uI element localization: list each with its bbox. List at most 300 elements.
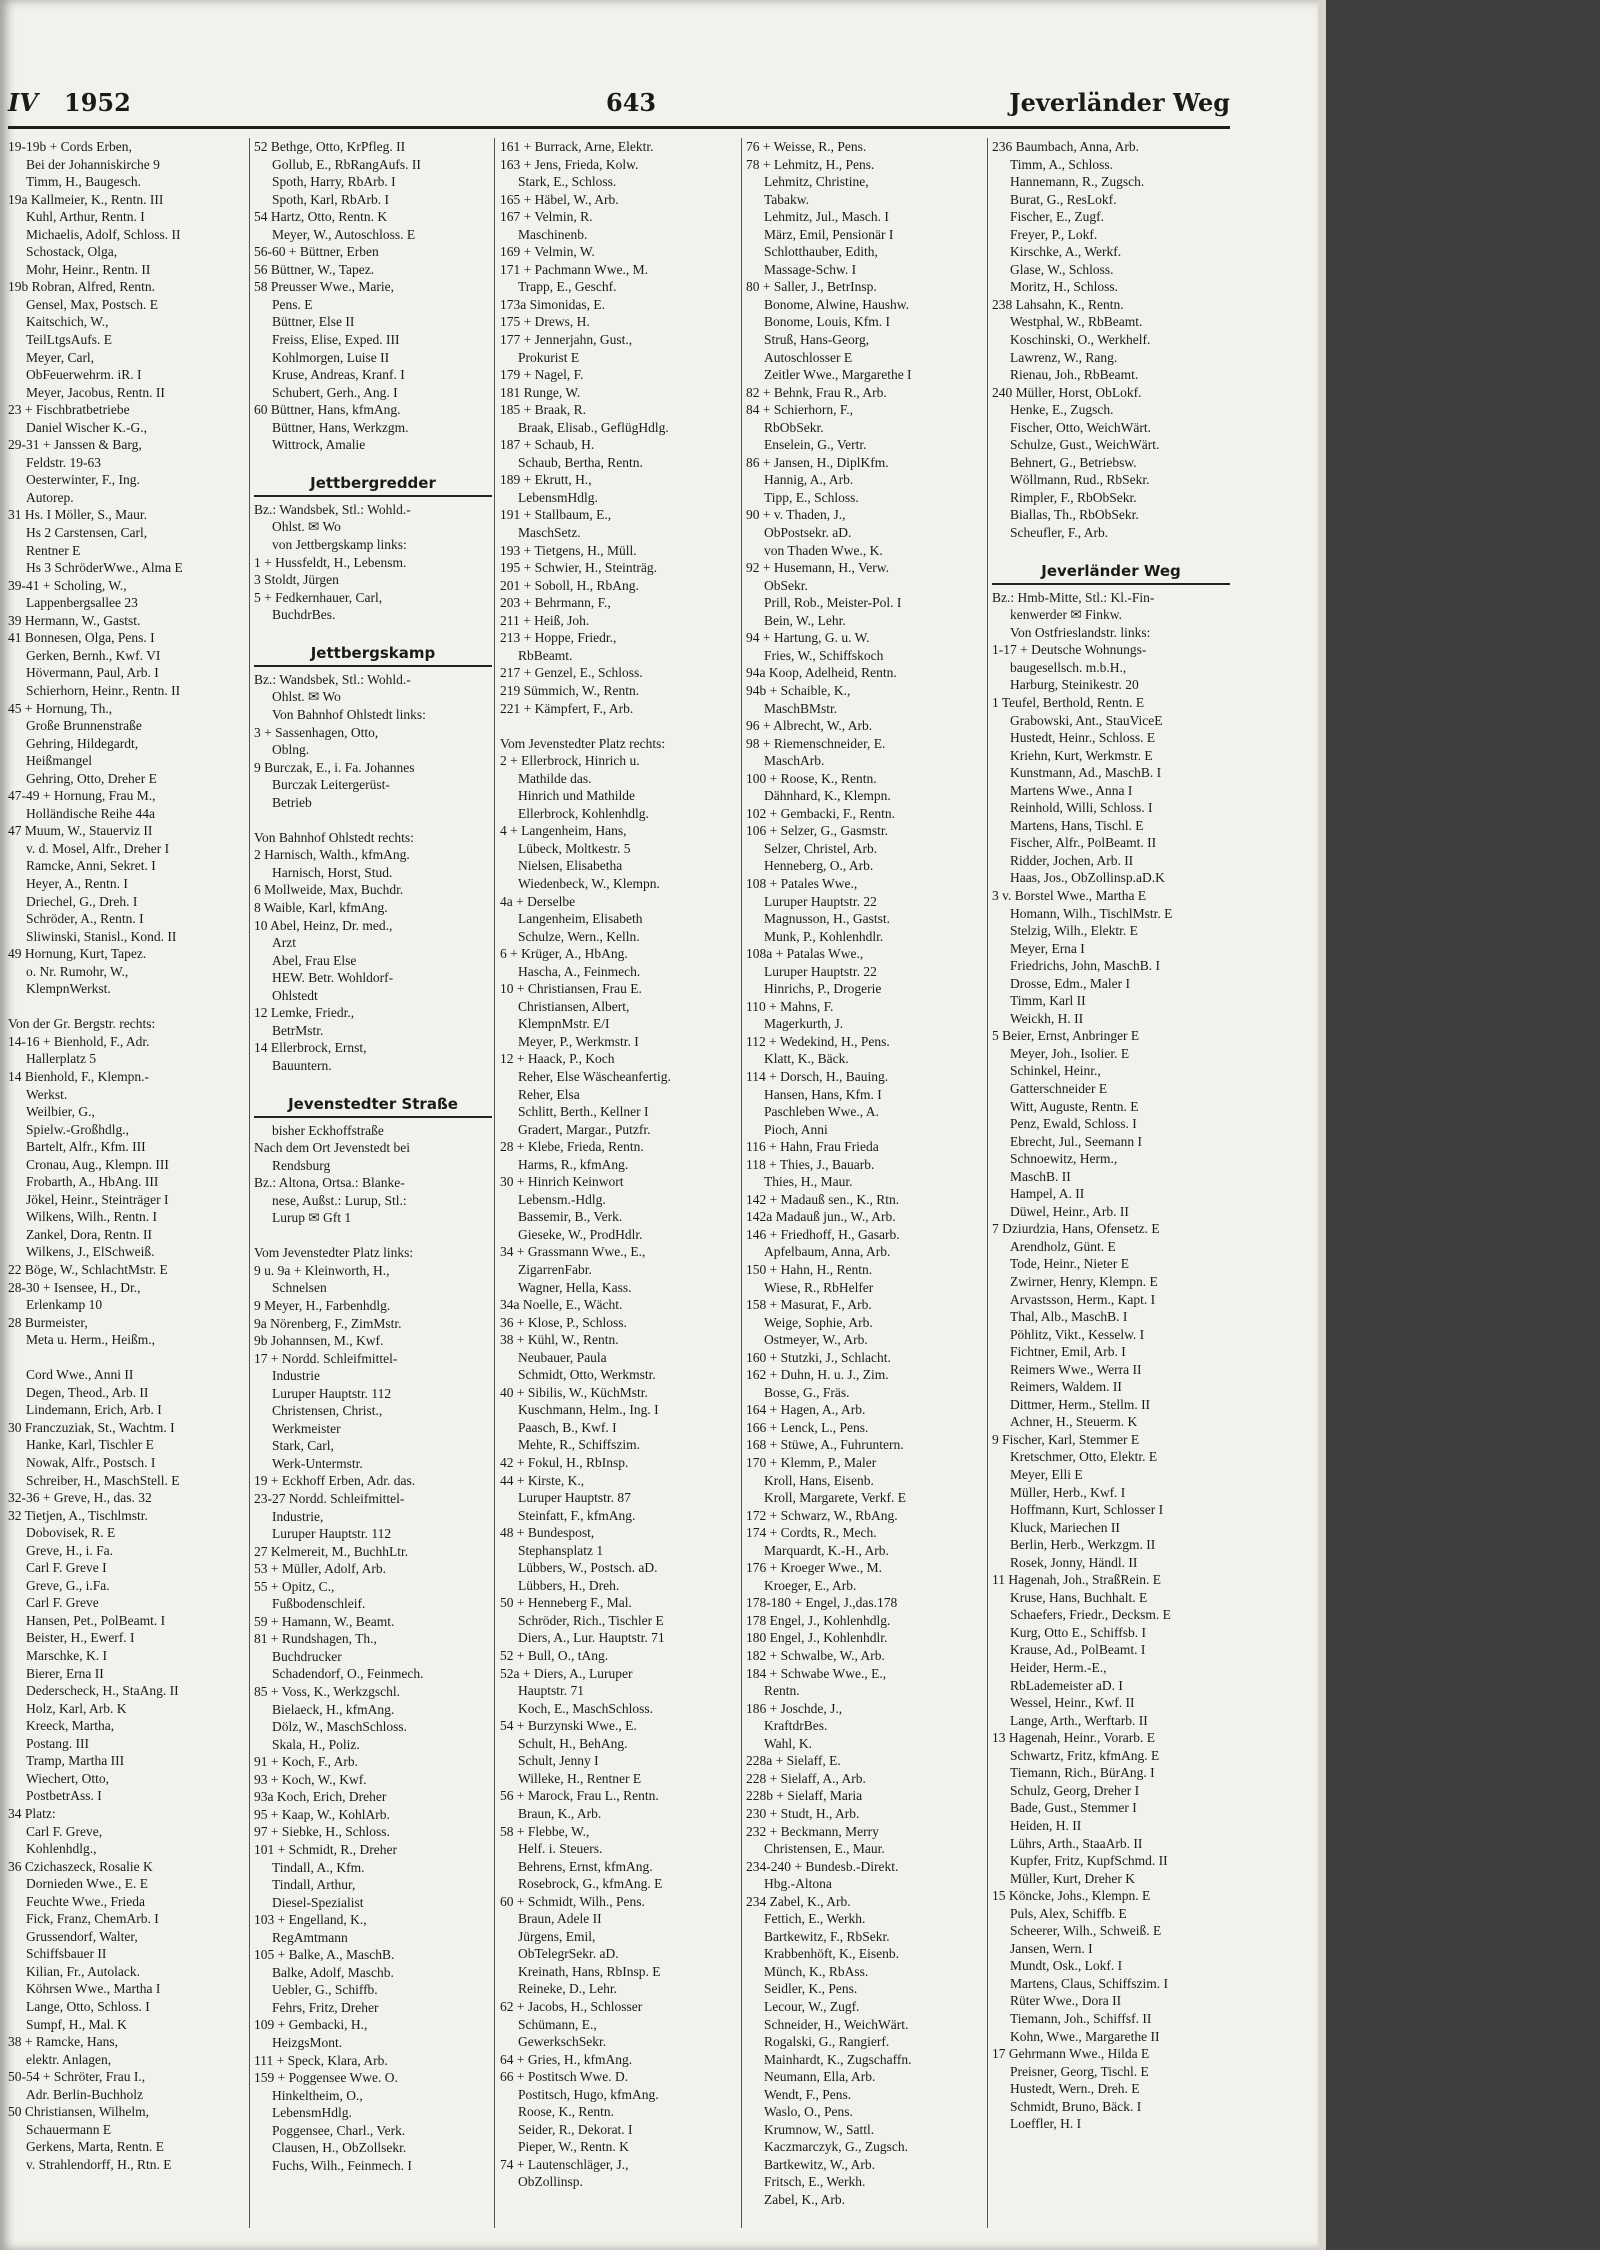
entry-continuation: Kreinath, Hans, RbInsp. E (518, 1963, 661, 1979)
entry-continuation: Thies, H., Maur. (764, 1174, 853, 1190)
entry-continuation: Kirschke, A., Werkf. (1010, 244, 1122, 260)
entry-continuation: Meyer, W., Autoschloss. E (272, 226, 416, 242)
entry-continuation: Meta u. Herm., Heißm., (26, 1332, 155, 1348)
entry-continuation: Kroll, Hans, Eisenb. (764, 1472, 874, 1488)
entry-continuation: Pens. E (272, 296, 313, 312)
entry-continuation: Christensen, Christ., (272, 1403, 383, 1419)
entry-continuation: MaschB. II (1010, 1168, 1071, 1184)
entry-continuation: Neubauer, Paula (518, 1349, 607, 1365)
entry-continuation: Ramcke, Anni, Sekret. I (26, 858, 156, 874)
entry-continuation: Meyer, Joh., Isolier. E (1010, 1045, 1130, 1061)
entry-continuation: Hövermann, Paul, Arb. I (26, 665, 159, 681)
entry-continuation: Kroll, Margarete, Verkf. E (764, 1490, 906, 1506)
entry-continuation: Kluck, Mariechen II (1010, 1519, 1120, 1535)
entry-continuation: HEW. Betr. Wohldorf- (272, 970, 394, 986)
entry-continuation: Bartkewitz, W., Arb. (764, 2156, 875, 2172)
address-entry: 12 Lemke, Friedr., (254, 1005, 355, 1021)
entry-continuation: Apfelbaum, Anna, Arb. (764, 1244, 891, 1260)
entry-continuation: Stephansplatz 1 (518, 1542, 604, 1558)
entry-continuation: Cronau, Aug., Klempn. III (26, 1156, 169, 1172)
entry-continuation: MaschBMstr. (764, 700, 838, 716)
entry-continuation: Hustedt, Heinr., Schloss. E (1010, 730, 1156, 746)
address-entry: 159 + Poggensee Wwe. O. (254, 2070, 398, 2086)
address-entry: 52 + Bull, O., tAng. (500, 1648, 609, 1664)
address-entry: 23-27 Nordd. Schleifmittel- (254, 1491, 405, 1507)
entry-continuation: Schröder, Rich., Tischler E (518, 1612, 664, 1628)
address-entry: 54 + Burzynski Wwe., E. (500, 1718, 637, 1734)
entry-continuation: Reimers, Waldem. II (1010, 1379, 1122, 1395)
entry-continuation: Dölz, W., MaschSchloss. (272, 1719, 407, 1735)
entry-continuation: Hs 2 Carstensen, Carl, (26, 525, 148, 541)
address-entry: 80 + Saller, J., BetrInsp. (746, 279, 877, 295)
address-entry: 6 Mollweide, Max, Buchdr. (254, 882, 404, 898)
address-entry: 14-16 + Bienhold, F., Adr. (8, 1033, 150, 1049)
entry-continuation: elektr. Anlagen, (26, 2051, 112, 2067)
address-entry: 58 + Flebbe, W., (500, 1823, 590, 1839)
entry-continuation: Carl F. Greve, (26, 1823, 103, 1839)
entry-continuation: Hannig, A., Arb. (764, 472, 854, 488)
address-entry: 41 Bonnesen, Olga, Pens. I (8, 630, 155, 646)
entry-continuation: Tindall, Arthur, (272, 1877, 356, 1893)
address-entry: 182 + Schwalbe, W., Arb. (746, 1648, 885, 1664)
entry-continuation: Koch, E., MaschSchloss. (518, 1700, 653, 1716)
entry-continuation: Sumpf, H., Mal. K (26, 2016, 127, 2032)
entry-continuation: Harnisch, Horst, Stud. (272, 864, 393, 880)
entry-continuation: Lange, Arth., Werftarb. II (1010, 1712, 1148, 1728)
entry-continuation: Bosse, G., Fräs. (764, 1384, 850, 1400)
entry-continuation: Jökel, Heinr., Steinträger I (26, 1191, 169, 1207)
address-entry: 238 Lahsahn, K., Rentn. (992, 296, 1124, 312)
entry-continuation: ObSekr. (764, 577, 808, 593)
entry-continuation: Schulze, Gust., WeichWärt. (1010, 437, 1160, 453)
address-entry: 108a + Patalas Wwe., (746, 946, 864, 962)
entry-continuation: Greve, H., i. Fa. (26, 1542, 113, 1558)
address-entry: 228 + Sielaff, A., Arb. (746, 1770, 866, 1786)
address-entry: 217 + Genzel, E., Schloss. (500, 665, 643, 681)
address-entry: 66 + Postitsch Wwe. D. (500, 2069, 629, 2085)
entry-continuation: Nielsen, Elisabetha (518, 858, 623, 874)
entry-continuation: kenwerder ✉ Finkw. (1010, 607, 1123, 623)
entry-continuation: Fußbodenschleif. (272, 1596, 366, 1612)
entry-continuation: BetrMstr. (272, 1022, 324, 1038)
entry-continuation: Stark, E., Schloss. (518, 174, 617, 190)
entry-continuation: Ellerbrock, Kohlenhdlg. (518, 805, 649, 821)
address-entry: 163 + Jens, Frieda, Kolw. (500, 156, 639, 172)
spacer (254, 1074, 492, 1092)
street-heading: Jeverländer Weg (992, 563, 1230, 585)
address-entry: 50 Christiansen, Wilhelm, (8, 2104, 149, 2120)
address-entry: 44 + Kirste, K., (500, 1472, 585, 1488)
entry-continuation: Hannemann, R., Zugsch. (1010, 174, 1145, 190)
address-entry: 48 + Bundespost, (500, 1525, 595, 1541)
entry-continuation: Magnusson, H., Gastst. (764, 911, 891, 927)
entry-continuation: Beister, H., Ewerf. I (26, 1630, 135, 1646)
address-entry: 109 + Gembacki, H., (254, 2017, 368, 2033)
entry-continuation: Zabel, K., Arb. (764, 2191, 845, 2207)
address-entry: 228b + Sielaff, Maria (746, 1788, 863, 1804)
entry-continuation: Timm, A., Schloss. (1010, 156, 1114, 172)
entry-continuation: Michaelis, Adolf, Schloss. II (26, 226, 181, 242)
address-entry: 234-240 + Bundesb.-Direkt. (746, 1858, 899, 1874)
entry-continuation: Glase, W., Schloss. (1010, 261, 1114, 277)
entry-continuation: Schult, H., BehAng. (518, 1735, 628, 1751)
entry-continuation: Gradert, Margar., Putzfr. (518, 1121, 651, 1137)
spacer (8, 1349, 246, 1367)
address-entry: 10 Abel, Heinz, Dr. med., (254, 917, 393, 933)
entry-continuation: Braak, Elisab., GeflügHdlg. (518, 419, 669, 435)
entry-continuation: Bassemir, B., Verk. (518, 1209, 623, 1225)
entry-continuation: Mohr, Heinr., Rentn. II (26, 261, 151, 277)
entry-continuation: Dederscheck, H., StaAng. II (26, 1683, 179, 1699)
entry-continuation: Feuchte Wwe., Frieda (26, 1893, 145, 1909)
entry-continuation: Wendt, F., Pens. (764, 2086, 852, 2102)
entry-continuation: Scheufler, F., Arb. (1010, 525, 1109, 541)
entry-continuation: Enselein, G., Vertr. (764, 437, 867, 453)
column-divider (249, 138, 250, 2228)
entry-continuation: Waslo, O., Pens. (764, 2104, 853, 2120)
entry-continuation: Degen, Theod., Arb. II (26, 1384, 149, 1400)
address-entry: 7 Dziurdzia, Hans, Ofensetz. E (992, 1221, 1160, 1237)
address-entry: 169 + Velmin, W. (500, 244, 595, 260)
entry-continuation: Meyer, Elli E (1010, 1467, 1083, 1483)
address-entry: 108 + Patales Wwe., (746, 875, 858, 891)
address-entry: 50 + Henneberg F., Mal. (500, 1595, 632, 1611)
address-entry: 32-36 + Greve, H., das. 32 (8, 1490, 152, 1506)
entry-continuation: Kurg, Otto E., Schiffsb. I (1010, 1624, 1146, 1640)
entry-continuation: Neumann, Ella, Arb. (764, 2069, 876, 2085)
entry-continuation: Prokurist E (518, 349, 580, 365)
address-entry: 42 + Fokul, H., RbInsp. (500, 1455, 629, 1471)
entry-continuation: Fischer, Alfr., PolBeamt. II (1010, 835, 1157, 851)
entry-continuation: Christiansen, Albert, (518, 998, 630, 1014)
entry-continuation: Tramp, Martha III (26, 1753, 125, 1769)
entry-continuation: Bade, Gust., Stemmer I (1010, 1800, 1137, 1816)
entry-continuation: Maschinenb. (518, 226, 588, 242)
entry-continuation: Stelzig, Wilh., Elektr. E (1010, 923, 1138, 939)
spacer (254, 1227, 492, 1245)
entry-continuation: Schröder, A., Rentn. I (26, 911, 144, 927)
entry-continuation: Kohlenhdlg., (26, 1841, 97, 1857)
entry-continuation: Arendholz, Günt. E (1010, 1238, 1116, 1254)
address-entry: 95 + Kaap, W., KohlArb. (254, 1806, 390, 1822)
entry-continuation: ObFeuerwehrm. iR. I (26, 367, 142, 383)
entry-continuation: Fick, Franz, ChemArb. I (26, 1911, 159, 1927)
address-entry: 64 + Gries, H., kfmAng. (500, 2051, 633, 2067)
entry-continuation: Fuchs, Wilh., Feinmech. I (272, 2157, 412, 2173)
entry-continuation: Heider, Herm.-E., (1010, 1660, 1107, 1676)
spacer (254, 624, 492, 642)
column-4 (746, 138, 984, 2238)
address-entry: 52a + Diers, A., Luruper (500, 1665, 633, 1681)
address-entry: Von der Gr. Bergstr. rechts: (8, 1016, 156, 1032)
entry-continuation: Schiffsbauer II (26, 1946, 107, 1962)
entry-continuation: Reher, Elsa (518, 1086, 580, 1102)
address-entry: 14 Ellerbrock, Ernst, (254, 1040, 367, 1056)
address-entry: 191 + Stallbaum, E., (500, 507, 612, 523)
entry-continuation: Hallerplatz 5 (26, 1051, 97, 1067)
address-entry: 240 Müller, Horst, ObLokf. (992, 384, 1142, 400)
street-heading: Jettbergredder (254, 475, 492, 497)
address-entry: 96 + Albrecht, W., Arb. (746, 718, 873, 734)
address-entry: 11 Hagenah, Joh., StraßRein. E (992, 1572, 1161, 1588)
entry-continuation: Hustedt, Wern., Dreh. E (1010, 2081, 1140, 2097)
address-entry: 59 + Hamann, W., Beamt. (254, 1613, 395, 1629)
entry-continuation: Loeffler, H. I (1010, 2116, 1082, 2132)
address-entry: 232 + Beckmann, Merry (746, 1823, 879, 1839)
entry-continuation: Tindall, A., Kfm. (272, 1859, 365, 1875)
entry-continuation: Lindemann, Erich, Arb. I (26, 1402, 162, 1418)
entry-continuation: Diers, A., Lur. Hauptstr. 71 (518, 1630, 665, 1646)
entry-continuation: Seidler, K., Pens. (764, 1981, 858, 1997)
entry-continuation: Krabbenhöft, K., Eisenb. (764, 1946, 899, 1962)
entry-continuation: Harms, R., kfmAng. (518, 1156, 629, 1172)
entry-continuation: Zwirner, Henry, Klempn. E (1010, 1274, 1158, 1289)
address-entry: 114 + Dorsch, H., Bauing. (746, 1068, 889, 1084)
entry-continuation: Martens, Hans, Tischl. E (1010, 817, 1144, 833)
address-entry: 8 Waible, Karl, kfmAng. (254, 899, 388, 915)
address-entry: 47 Muum, W., Stauerviz II (8, 823, 153, 839)
entry-continuation: Große Brunnenstraße (26, 718, 142, 734)
entry-continuation: Kohlmorgen, Luise II (272, 349, 390, 365)
address-entry: 236 Baumbach, Anna, Arb. (992, 139, 1139, 154)
entry-continuation: Bartkewitz, F., RbSekr. (764, 1928, 890, 1944)
entry-continuation: Fries, W., Schiffskoch (764, 647, 884, 663)
address-entry: 58 Preusser Wwe., Marie, (254, 279, 394, 295)
entry-continuation: Feldstr. 19-63 (26, 454, 102, 470)
address-entry: 39 Hermann, W., Gastst. (8, 612, 141, 628)
entry-continuation: Luruper Hauptstr. 112 (272, 1526, 392, 1542)
entry-continuation: Holländische Reihe 44a (26, 805, 155, 821)
entry-continuation: Schnelsen (272, 1280, 327, 1296)
entry-continuation: Von Ostfrieslandstr. links: (1010, 624, 1151, 640)
entry-continuation: Gerkens, Marta, Rentn. E (26, 2139, 164, 2155)
address-entry: 40 + Sibilis, W., KüchMstr. (500, 1384, 648, 1400)
address-entry: 181 Runge, W. (500, 384, 581, 400)
address-entry: 91 + Koch, F., Arb. (254, 1754, 359, 1770)
entry-continuation: Pöhlitz, Vikt., Kesselw. I (1010, 1326, 1145, 1342)
entry-continuation: Hascha, A., Feinmech. (518, 963, 641, 979)
entry-continuation: Lappenbergsallee 23 (26, 595, 138, 611)
entry-continuation: Biallas, Th., RbObSekr. (1010, 507, 1139, 523)
entry-continuation: Mehte, R., Schiffszim. (518, 1437, 640, 1453)
entry-continuation: Tipp, E., Schloss. (764, 489, 859, 505)
entry-continuation: Spoth, Harry, RbArb. I (272, 174, 396, 190)
address-entry: 166 + Lenck, L., Pens. (746, 1419, 869, 1435)
address-entry: 12 + Haack, P., Koch (500, 1051, 615, 1067)
entry-continuation: Hansen, Pet., PolBeamt. I (26, 1612, 166, 1628)
address-entry: 4a + Derselbe (500, 893, 576, 909)
entry-continuation: Werkst. (26, 1086, 68, 1102)
address-entry: 97 + Siebke, H., Schloss. (254, 1824, 390, 1840)
entry-continuation: Tabakw. (764, 191, 810, 207)
entry-continuation: Schmidt, Otto, Werkmstr. (518, 1367, 656, 1383)
address-entry: 60 Büttner, Hans, kfmAng. (254, 402, 401, 418)
address-entry: 173a Simonidas, E. (500, 296, 605, 312)
entry-continuation: Rendsburg (272, 1157, 331, 1173)
address-entry: 93 + Koch, W., Kwf. (254, 1771, 367, 1787)
header-street: Jeverländer Weg (1009, 88, 1230, 117)
address-entry: 112 + Wedekind, H., Pens. (746, 1033, 890, 1049)
entry-continuation: Schreiber, H., MaschStell. E (26, 1472, 180, 1488)
entry-continuation: März, Emil, Pensionär I (764, 226, 894, 242)
address-entry: 36 + Klose, P., Schloss. (500, 1314, 627, 1330)
spacer (500, 717, 738, 735)
address-entry: 50-54 + Schröter, Frau I., (8, 2069, 146, 2085)
entry-continuation: Freyer, P., Lokf. (1010, 226, 1098, 242)
address-entry: 22 Böge, W., SchlachtMstr. E (8, 1262, 168, 1277)
entry-continuation: Marquardt, K.-H., Arb. (764, 1542, 889, 1558)
entry-continuation: Meyer, P., Werkmstr. I (518, 1033, 639, 1049)
entry-continuation: o. Nr. Rumohr, W., (26, 963, 129, 979)
entry-continuation: Kretschmer, Otto, Elektr. E (1010, 1449, 1158, 1465)
entry-continuation: Weickh, H. II (1010, 1010, 1084, 1026)
entry-continuation: Mundt, Osk., Lokf. I (1010, 1958, 1123, 1974)
entry-continuation: Heyer, A., Rentn. I (26, 875, 128, 891)
entry-continuation: Gieseke, W., ProdHdlr. (518, 1226, 643, 1242)
entry-continuation: Fichtner, Emil, Arb. I (1010, 1344, 1126, 1360)
address-entry: 84 + Schierhorn, F., (746, 402, 854, 418)
entry-continuation: Nowak, Alfr., Postsch. I (26, 1455, 156, 1471)
entry-continuation: Tiemann, Rich., BürAng. I (1010, 1765, 1155, 1781)
entry-continuation: Wilkens, J., ElSchweiß. (26, 1244, 155, 1260)
address-entry: 74 + Lautenschläger, J., (500, 2156, 629, 2172)
entry-continuation: Hinrichs, P., Drogerie (764, 981, 882, 997)
page-number: 643 (606, 88, 657, 117)
address-entry: 164 + Hagen, A., Arb. (746, 1402, 866, 1418)
entry-continuation: Dornieden Wwe., E. E (26, 1876, 148, 1892)
address-entry: 86 + Jansen, H., DiplKfm. (746, 454, 889, 470)
address-entry: 19 + Eckhoff Erben, Adr. das. (254, 1473, 416, 1489)
entry-continuation: Erlenkamp 10 (26, 1297, 103, 1313)
address-entry: 29-31 + Janssen & Barg, (8, 437, 142, 453)
entry-continuation: Mainhardt, K., Zugschaffn. (764, 2051, 912, 2067)
entry-continuation: Wagner, Hella, Kass. (518, 1279, 632, 1295)
entry-continuation: Kuhl, Arthur, Rentn. I (26, 209, 145, 225)
column-1 (8, 138, 246, 2238)
entry-continuation: Gensel, Max, Postsch. E (26, 296, 158, 312)
entry-continuation: Adr. Berlin-Buchholz (26, 2086, 143, 2102)
entry-continuation: Postang. III (26, 1735, 89, 1751)
address-entry: 82 + Behnk, Frau R., Arb. (746, 384, 887, 400)
entry-continuation: Luruper Hauptstr. 22 (764, 963, 877, 979)
entry-continuation: Meyer, Jacobus, Rentn. II (26, 384, 165, 400)
entry-continuation: Pioch, Anni (764, 1121, 828, 1137)
address-entry: 228a + Sielaff, E. (746, 1753, 841, 1769)
entry-continuation: Steinfatt, F., kfmAng. (518, 1507, 636, 1523)
entry-continuation: Kaczmarczyk, G., Zugsch. (764, 2139, 908, 2155)
entry-continuation: baugesellsch. m.b.H., (1010, 659, 1127, 675)
entry-continuation: Preisner, Georg, Tischl. E (1010, 2063, 1149, 2079)
entry-continuation: Wiedenbeck, W., Klempn. (518, 875, 660, 891)
entry-continuation: Meyer, Carl, (26, 349, 95, 365)
address-entry: 14 Bienhold, F., Klempn.- (8, 1068, 150, 1084)
entry-continuation: Postitsch, Hugo, kfmAng. (518, 2086, 659, 2102)
entry-continuation: Luruper Hauptstr. 22 (764, 893, 877, 909)
entry-continuation: Ohlstedt (272, 987, 318, 1003)
address-entry: 9a Nörenberg, F., ZimMstr. (254, 1315, 402, 1331)
entry-continuation: Ohlst. ✉ Wo (272, 689, 341, 705)
entry-continuation: Wahl, K. (764, 1735, 813, 1751)
entry-continuation: Hanke, Karl, Tischler E (26, 1437, 154, 1453)
entry-continuation: Schnoewitz, Herm., (1010, 1151, 1118, 1167)
entry-continuation: Werk-Untermstr. (272, 1455, 363, 1471)
entry-continuation: Seider, R., Dekorat. I (518, 2121, 633, 2137)
entry-continuation: Kunstmann, Ad., MaschB. I (1010, 765, 1162, 781)
entry-continuation: Scheerer, Wilh., Schweiß. E (1010, 1923, 1162, 1939)
address-entry: 195 + Schwier, H., Steinträg. (500, 560, 658, 576)
entry-continuation: Kroeger, E., Arb. (764, 1577, 857, 1593)
address-entry: 170 + Klemm, P., Maler (746, 1455, 877, 1471)
address-entry: 56 Büttner, W., Tapez. (254, 261, 375, 277)
spacer (992, 542, 1230, 560)
address-entry: 203 + Behrmann, F., (500, 595, 611, 611)
address-entry: Vom Jevenstedter Platz links: (254, 1245, 414, 1261)
address-entry: 34 + Grassmann Wwe., E., (500, 1244, 646, 1260)
address-entry: 167 + Velmin, R. (500, 209, 593, 225)
entry-continuation: Stark, Carl, (272, 1438, 334, 1454)
entry-continuation: Schwartz, Fritz, kfmAng. E (1010, 1747, 1160, 1763)
entry-continuation: Köhrsen Wwe., Martha I (26, 1981, 161, 1997)
entry-continuation: Fischer, Otto, WeichWärt. (1010, 419, 1151, 435)
entry-continuation: MaschArb. (764, 753, 825, 769)
address-entry: 9 Burczak, E., i. Fa. Johannes (254, 759, 415, 775)
address-entry: 162 + Duhn, H. u. J., Zim. (746, 1367, 889, 1383)
header-rule (8, 126, 1230, 129)
address-entry: 106 + Selzer, G., Gasmstr. (746, 823, 889, 839)
entry-continuation: Abel, Frau Else (272, 952, 357, 968)
entry-continuation: Carl F. Greve I (26, 1560, 107, 1576)
entry-continuation: Uebler, G., Schiffb. (272, 1982, 378, 1998)
entry-continuation: Zankel, Dora, Rentn. II (26, 1226, 152, 1242)
column-divider (741, 138, 742, 2228)
entry-continuation: Reinhold, Willi, Schloss. I (1010, 800, 1153, 816)
address-entry: 110 + Mahns, F. (746, 998, 834, 1014)
entry-continuation: Schauermann E (26, 2121, 112, 2137)
entry-continuation: Buchdrucker (272, 1648, 342, 1664)
entry-continuation: Lübbers, W., Postsch. aD. (518, 1560, 658, 1576)
entry-continuation: Martens, Claus, Schiffszim. I (1010, 1975, 1168, 1991)
entry-continuation: v. d. Mosel, Alfr., Dreher I (26, 840, 170, 856)
entry-continuation: ZigarrenFabr. (518, 1262, 592, 1277)
entry-continuation: Paschleben Wwe., A. (764, 1104, 879, 1120)
entry-continuation: Münch, K., RbAss. (764, 1963, 869, 1979)
address-entry: 189 + Ekrutt, H., (500, 472, 592, 488)
entry-continuation: PostbetrAss. I (26, 1788, 102, 1804)
entry-continuation: Kupfer, Fritz, KupfSchmd. II (1010, 1853, 1168, 1869)
entry-continuation: Balke, Adolf, Maschb. (272, 1964, 394, 1980)
entry-continuation: Rentner E (26, 542, 81, 558)
entry-continuation: Diesel-Spezialist (272, 1894, 364, 1910)
address-entry: 171 + Pachmann Wwe., M. (500, 261, 648, 277)
entry-continuation: Henneberg, O., Arb. (764, 858, 874, 874)
entry-continuation: RbObSekr. (764, 419, 824, 435)
address-entry: 193 + Tietgens, H., Müll. (500, 542, 637, 558)
address-entry: 17 + Nordd. Schleifmittel- (254, 1350, 398, 1366)
entry-continuation: Schaefers, Friedr., Decksm. E (1010, 1607, 1171, 1623)
spacer (8, 998, 246, 1016)
entry-continuation: Tode, Heinr., Nieter E (1010, 1256, 1130, 1272)
address-entry: 178 Engel, J., Kohlenhdlg. (746, 1612, 891, 1628)
entry-continuation: Kohn, Wwe., Margarethe II (1010, 2028, 1160, 2044)
entry-continuation: Luruper Hauptstr. 112 (272, 1385, 392, 1401)
entry-continuation: Wiese, R., RbHelfer (764, 1279, 874, 1295)
address-entry: 160 + Stutzki, J., Schlacht. (746, 1349, 891, 1365)
entry-continuation: Hs 3 SchröderWwe., Alma E (26, 560, 183, 576)
address-entry: 49 Hornung, Kurt, Tapez. (8, 946, 147, 962)
entry-continuation: Langenheim, Elisabeth (518, 911, 643, 927)
address-entry: 39-41 + Scholing, W., (8, 577, 127, 593)
address-entry: 56-60 + Büttner, Erben (254, 244, 379, 260)
